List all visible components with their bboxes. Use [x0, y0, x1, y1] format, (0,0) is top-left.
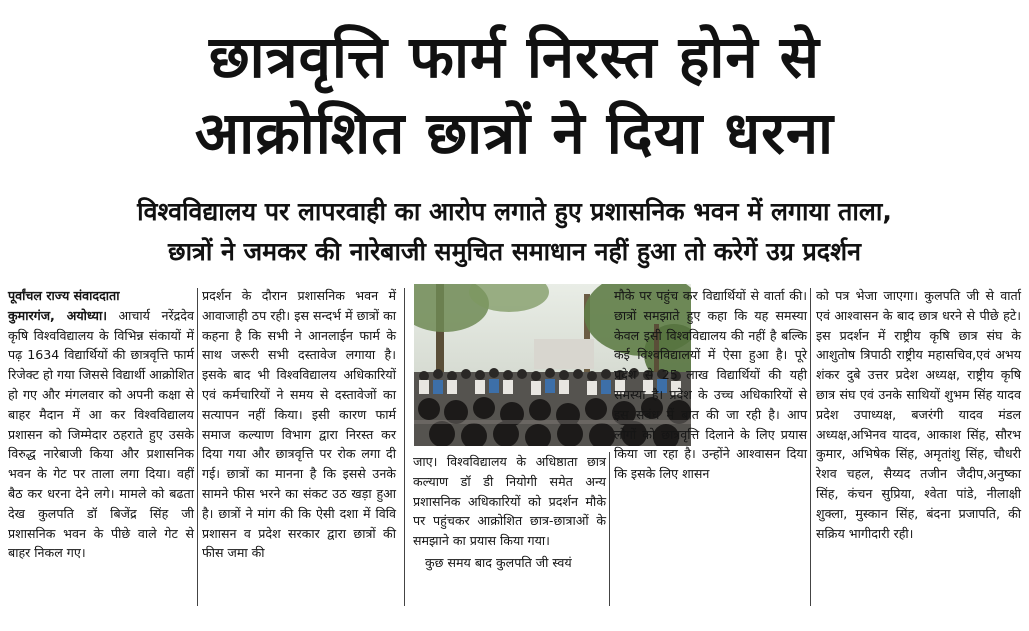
column-2-text: प्रदर्शन के दौरान प्रशासनिक भवन में आवाजाही ठप रही। इस सन्दर्भ में छात्रों का कहना है कि सभी ने आनलाईन फार्म के साथ जरूरी सभी दस्तावेज लगाया है। इसके बाद भी विश्वविद्यालय अधिकारियों एवं कर्मचारियों ने समय से दस्तावेजों का सत्यापन नहीं किया। इसी कारण फार्म समाज कल्याण विभाग द्वारा निरस्त कर दिया गया और छात्रवृत्ति पर रोक लगा दी गई। छात्रों का मानना है कि इससे उनके सामने फीस भरने का संकट उठ खड़ा हुआ है। छात्रों ने मांग की कि ऐसी दशा में विवि प्रशासन व प्रदेश सरकार द्वारा छात्रों की फीस जमा की [202, 288, 396, 561]
byline-name: पूर्वांचल राज्य संवाददाता [8, 288, 120, 303]
article-column-3 [413, 452, 606, 573]
column-3-paragraph-1: जाए। विश्वविद्यालय के अधिष्ठाता छात्र कल्याण डॉ डी नियोगी समेत अन्य प्रशासनिक अधिकारियों को प्रदर्शन मौके पर पहुंचकर आक्रोशित छात्र-छात्राओं के समझाने का प्रयास किया गया। [413, 454, 606, 549]
column-divider [810, 288, 811, 606]
byline [8, 286, 194, 563]
column-4-text: मौके पर पहुंच कर विद्यार्थियों से वार्ता की। छात्रों समझाते हुए कहा कि यह समस्या केवल इसी विश्वविद्यालय की नहीं है बल्कि कई विश्वविद्यालयों में ऐसा हुआ है। पूरे प्रदेश से 25 लाख विद्यार्थियों की यही समस्या है। प्रदेश के उच्च अधिकारियों से इस संबंध में बात की जा रही है। आप लोगों को छात्रवृत्ति दिलाने के लिए प्रयास किया जा रहा है। उन्होंने आश्वासन दिया कि इसके लिए शासन [614, 288, 807, 482]
article-column-2 [202, 286, 396, 563]
headline-line-1: छात्रवृत्ति फार्म निरस्त होने से [208, 23, 820, 91]
column-divider [609, 452, 610, 606]
column-1-text: आचार्य नरेंद्रदेव कृषि विश्वविद्यालय के विभिन्न संकायों में पढ़ 1634 विद्यार्थियों की छात्रवृत्ति फार्म रिजेक्ट हो गया जिससे विद्यार्थी आक्रोशित हो गए और मंगलवार को अपनी कक्षा से बाहर मैदान में आ कर विश्वविद्यालय प्रशासन को जिम्मेदार ठहराते हुए उसके विरुद्ध नारेबाजी किया और प्रशासनिक भवन के गेट पर ताला लगा दिया। वहीं बैठ कर धरना देने लगे। मामले को बढता देख कुलपति डॉ बिजेंद्र सिंह जी प्रशासनिक भवन के पीछे वाले गेट से बाहर निकल गए। [8, 307, 194, 561]
subheadline-line-1: विश्वविद्यालय पर लापरवाही का आरोप लगाते हुए प्रशासनिक भवन में लगाया ताला, [137, 197, 892, 226]
article-column-5 [816, 286, 1021, 543]
article-column-4 [614, 286, 807, 484]
headline-line-2: आक्रोशित छात्रों ने दिया धरना [194, 99, 835, 167]
column-divider [197, 288, 198, 606]
column-3-paragraph-2: कुछ समय बाद कुलपति जी स्वयं [425, 554, 572, 570]
column-5-text: को पत्र भेजा जाएगा। कुलपति जी से वार्ता एवं आश्वासन के बाद छात्र धरने से पीछे हटे। इस प्रदर्शन में राष्ट्रीय कृषि छात्र संघ के आशुतोष त्रिपाठी राष्ट्रीय महासचिव,एवं अभय शंकर दुबे उत्तर प्रदेश अध्यक्ष, राष्ट्रीय कृषि छात्र संघ एवं उनके साथियों शुभम सिंह यादव प्रदेश उपाध्यक्ष, बजरंगी यादव मंडल अध्यक्ष,अभिनव यादव, आकाश सिंह, सौरभ कुमार, अभिषेक सिंह, अमृतांशु सिंह, चौधरी रेशव चहल, सैय्यद तजीन जैदीप,अनुष्का सिंह, कंचन सुप्रिया, श्वेता पांडे, नीलाक्षी शुक्ला, मुस्कान सिंह, बंदना प्रजापति, की सक्रिय भागीदारी रही। [816, 288, 1021, 541]
column-divider [404, 288, 405, 606]
article-column-1 [8, 286, 194, 563]
subheadline-line-2: छात्रों ने जमकर की नारेबाजी समुचित समाधान नहीं हुआ तो करेगें उग्र प्रदर्शन [168, 237, 861, 266]
byline-place: कुमारगंज, अयोध्या। [8, 307, 107, 323]
